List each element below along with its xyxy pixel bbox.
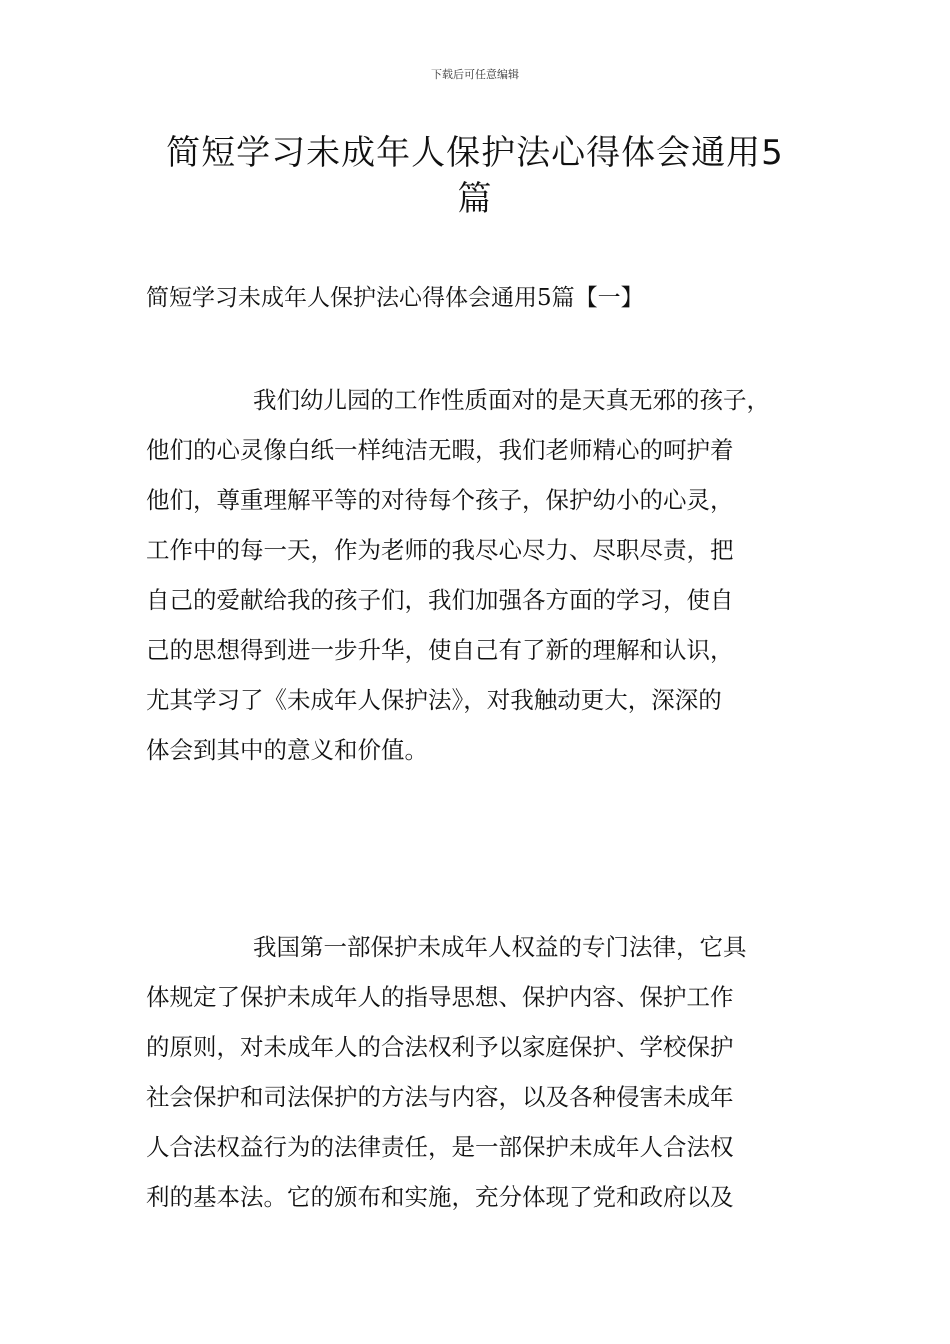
paragraph-line: 人合法权益行为的法律责任，是一部保护未成年人合法权 bbox=[146, 1133, 734, 1161]
paragraph-line: 我国第一部保护未成年人权益的专门法律，它具 bbox=[253, 933, 747, 961]
paragraph-line: 他们的心灵像白纸一样纯洁无暇，我们老师精心的呵护着 bbox=[146, 436, 734, 464]
paragraph-1 bbox=[146, 375, 836, 775]
section-heading: 简短学习未成年人保护法心得体会通用5篇【一】 bbox=[146, 285, 644, 311]
paragraph-line: 他们，尊重理解平等的对待每个孩子，保护幼小的心灵， bbox=[146, 486, 734, 514]
paragraph-line: 的原则，对未成年人的合法权利予以家庭保护、学校保护 bbox=[146, 1033, 734, 1061]
paragraph-line: 利的基本法。它的颁布和实施，充分体现了党和政府以及 bbox=[146, 1183, 734, 1211]
paragraph-line: 体会到其中的意义和价值。 bbox=[146, 736, 428, 764]
paragraph-line: 体规定了保护未成年人的指导思想、保护内容、保护工作 bbox=[146, 983, 734, 1011]
header-note: 下载后可任意编辑 bbox=[431, 68, 519, 81]
paragraph-line: 己的思想得到进一步升华，使自己有了新的理解和认识， bbox=[146, 636, 734, 664]
paragraph-line: 我们幼儿园的工作性质面对的是天真无邪的孩子， bbox=[253, 386, 770, 414]
document-title-line-1: 简短学习未成年人保护法心得体会通用5 bbox=[166, 133, 784, 173]
document-title-line-2: 篇 bbox=[457, 179, 493, 219]
paragraph-line: 自己的爱献给我的孩子们，我们加强各方面的学习，使自 bbox=[146, 586, 734, 614]
document-title bbox=[150, 130, 800, 222]
paragraph-2 bbox=[146, 922, 836, 1222]
paragraph-line: 尤其学习了《未成年人保护法》，对我触动更大，深深的 bbox=[146, 686, 722, 714]
paragraph-line: 工作中的每一天，作为老师的我尽心尽力、尽职尽责，把 bbox=[146, 536, 734, 564]
paragraph-line: 社会保护和司法保护的方法与内容，以及各种侵害未成年 bbox=[146, 1083, 734, 1111]
